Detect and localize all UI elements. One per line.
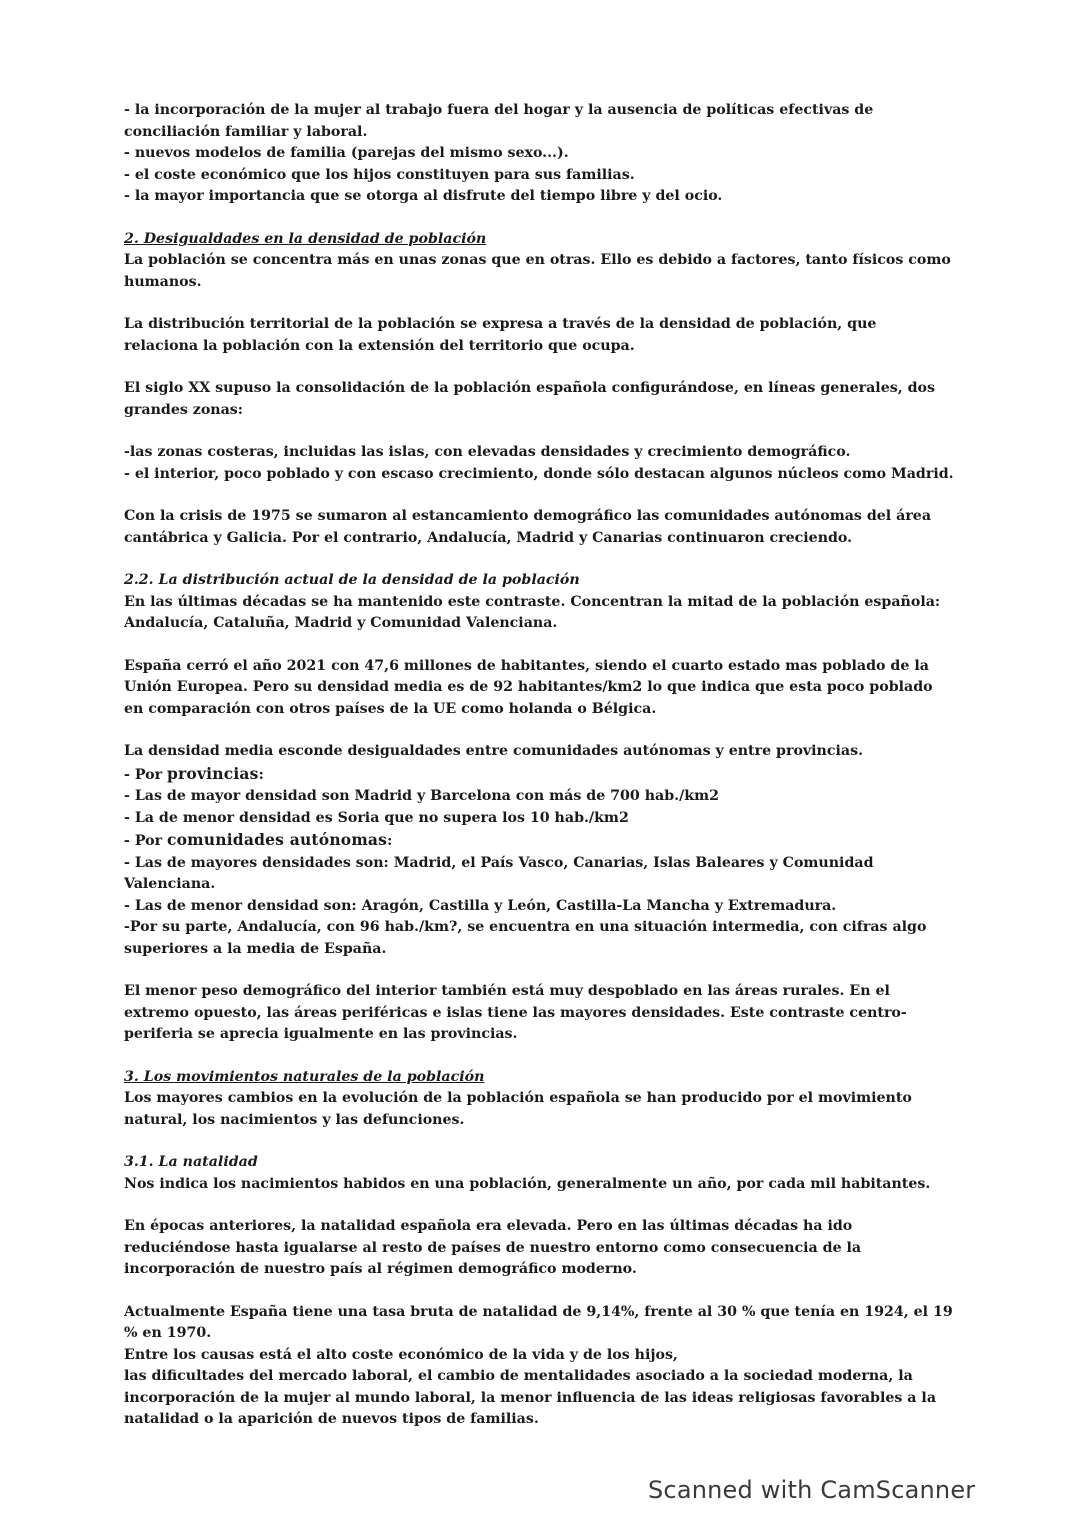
paragraph: El siglo XX supuso la consolidación de la población española configurándose, en líneas generales, dos grandes zonas: (124, 380, 935, 418)
paragraph: Con la crisis de 1975 se sumaron al estancamiento demográfico las comunidades autónomas del área cantábrica y Galicia. Por el contrario, Andalucía, Madrid y Canarias continuaron creciendo. (124, 508, 932, 546)
paragraph: Entre los causas está el alto coste económico de la vida y de los hijos, (124, 1346, 678, 1363)
list-item: -las zonas costeras, incluidas las islas, con elevadas densidades y crecimiento demográfico. (124, 444, 851, 460)
paragraph: La distribución territorial de la población se expresa a través de la densidad de población, que relaciona la población con la extensión del territorio que ocupa. (124, 316, 877, 354)
paragraph: La población se concentra más en unas zonas que en otras. Ello es debido a factores, tanto físicos como humanos. (124, 252, 951, 290)
section-2-2-heading: 2.2. La distribución actual de la densidad de la población (124, 572, 580, 588)
paragraph: las dificultades del mercado laboral, el cambio de mentalidades asociado a la sociedad moderna, la incorporación de la mujer al mundo laboral, la menor influencia de las ideas religiosas favorables a la natalidad o la aparición de nuevos tipos de familias. (124, 1368, 937, 1427)
paragraph: La densidad media esconde desigualdades entre comunidades autónomas y entre provincias. (124, 743, 864, 759)
paragraph: El menor peso demográfico del interior también está muy despoblado en las áreas rurales. En el extremo opuesto, las áreas periféricas e islas tiene las mayores densidades. Este contraste centro-periferia se aprecia igualmente en las provincias. (124, 983, 907, 1042)
document-page (124, 100, 954, 1431)
section-3-1-heading: 3.1. La natalidad (124, 1154, 258, 1170)
intro-line: - el coste económico que los hijos constituyen para sus familias. (124, 166, 635, 183)
paragraph: España cerró el año 2021 con 47,6 millones de habitantes, siendo el cuarto estado mas poblado de la Unión Europea. Pero su densidad media es de 92 habitantes/km2 lo que indica que esta poco poblado en comparación con otros países de la UE como holanda o Bélgica. (124, 657, 933, 717)
paragraph: Los mayores cambios en la evolución de la población española se han producido por el movimiento natural, los nacimientos y las defunciones. (124, 1090, 912, 1128)
provincias-heading: - Por provincias: (124, 763, 264, 783)
paragraph: Nos indica los nacimientos habidos en una población, generalmente un año, por cada mil habitantes. (124, 1175, 931, 1192)
intro-line: - nuevos modelos de familia (parejas del mismo sexo...). (124, 145, 569, 161)
intro-line: - la incorporación de la mujer al trabajo fuera del hogar y la ausencia de políticas efectivas de conciliación familiar y laboral. (124, 102, 874, 140)
section-2-heading: 2. Desigualdades en la densidad de población (124, 230, 487, 247)
scanner-watermark: Scanned with CamScanner (648, 1476, 976, 1504)
list-item: - Las de menor densidad son: Aragón, Castilla y León, Castilla-La Mancha y Extremadura. (124, 897, 837, 914)
paragraph: En las últimas décadas se ha mantenido este contraste. Concentran la mitad de la población española: Andalucía, Cataluña, Madrid y Comunidad Valenciana. (124, 593, 941, 631)
ccaa-heading: - Por comunidades autónomas: (124, 830, 393, 849)
list-item: - el interior, poco poblado y con escaso crecimiento, donde sólo destacan algunos núcleos como Madrid. (124, 465, 954, 482)
list-item: - La de menor densidad es Soria que no supera los 10 hab./km2 (124, 809, 629, 826)
list-item: - Las de mayores densidades son: Madrid, el País Vasco, Canarias, Islas Baleares y Comunidad Valenciana. (124, 854, 874, 892)
list-item: - Las de mayor densidad son Madrid y Barcelona con más de 700 hab./km2 (124, 788, 719, 804)
list-item: -Por su parte, Andalucía, con 96 hab./km?, se encuentra en una situación intermedia, con cifras algo superiores a la media de España. (124, 919, 927, 957)
section-3-heading: 3. Los movimientos naturales de la población (124, 1068, 485, 1085)
paragraph: Actualmente España tiene una tasa bruta de natalidad de 9,14%, frente al 30 % que tenía en 1924, el 19 % en 1970. (124, 1303, 953, 1341)
paragraph: En épocas anteriores, la natalidad española era elevada. Pero en las últimas décadas ha ido reduciéndose hasta igualarse al resto de países de nuestro entorno como consecuencia de la incorporación de nuestro país al régimen demográfico moderno. (124, 1218, 862, 1277)
intro-line: - la mayor importancia que se otorga al disfrute del tiempo libre y del ocio. (124, 188, 723, 204)
